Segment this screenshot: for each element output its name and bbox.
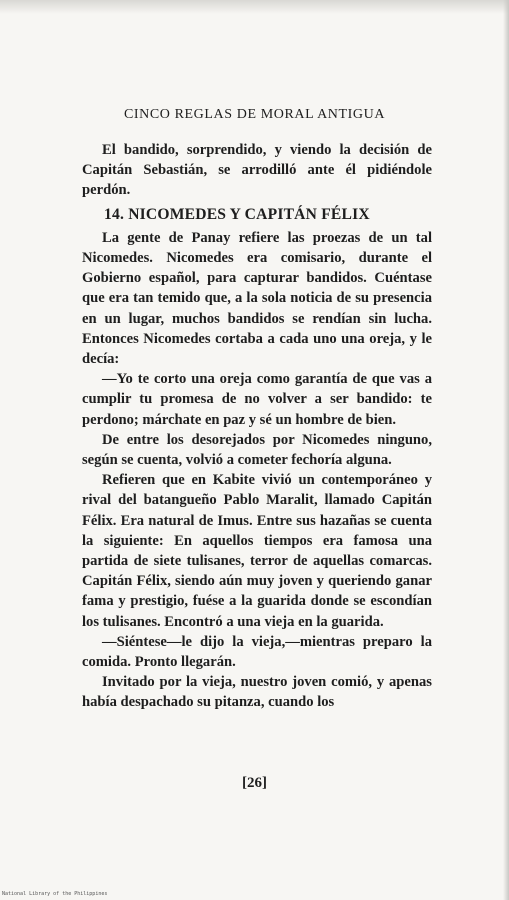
scan-right-edge <box>503 0 509 900</box>
scan-top-shadow <box>0 0 509 14</box>
paragraph: Invitado por la vieja, nuestro joven comió, y apenas había despachado su pitanza, cuando los <box>82 674 432 711</box>
page-number: [26] <box>242 775 267 791</box>
paragraph: La gente de Panay refiere las proezas de un tal Nicomedes. Nicomedes era comisario, durante el Gobierno español, para capturar bandidos. Cuéntase que era tan temido que, a la sola noticia de su presencia en un lugar, muchos bandidos se rendían sin lucha. Entonces Nicomedes cortaba a cada uno una oreja, y le decía: <box>82 229 432 368</box>
section-title: 14. NICOMEDES Y CAPITÁN FÉLIX <box>104 205 370 223</box>
digitization-footer: National Library of the Philippines <box>2 891 108 897</box>
body-text <box>82 140 432 713</box>
running-head: CINCO REGLAS DE MORAL ANTIGUA <box>123 107 386 122</box>
paragraph: —Siéntese—le dijo la vieja,—mientras preparo la comida. Pronto llegarán. <box>82 633 432 671</box>
paragraph: De entre los desorejados por Nicomedes ninguno, según se cuenta, volvió a cometer fechoría alguna. <box>82 431 432 469</box>
paragraph: Refieren que en Kabite vivió un contemporáneo y rival del batangueño Pablo Maralit, llamado Capitán Félix. Era natural de Imus. Entre sus hazañas se cuenta la siguiente: En aquellos tiempos era famosa una partida de siete tulisanes, terror de aquellas comarcas. Capitán Félix, siendo aún muy joven y queriendo ganar fama y prestigio, fuése a la guarida donde se escondían los tulisanes. Encontró a una vieja en la guarida. <box>82 472 432 630</box>
paragraph: —Yo te corto una oreja como garantía de que vas a cumplir tu promesa de no volver a ser bandido: te perdono; márchate en paz y sé un hombre de bien. <box>82 371 432 428</box>
paragraph: El bandido, sorprendido, y viendo la decisión de Capitán Sebastián, se arrodilló ante él pidiéndole perdón. <box>82 142 432 199</box>
